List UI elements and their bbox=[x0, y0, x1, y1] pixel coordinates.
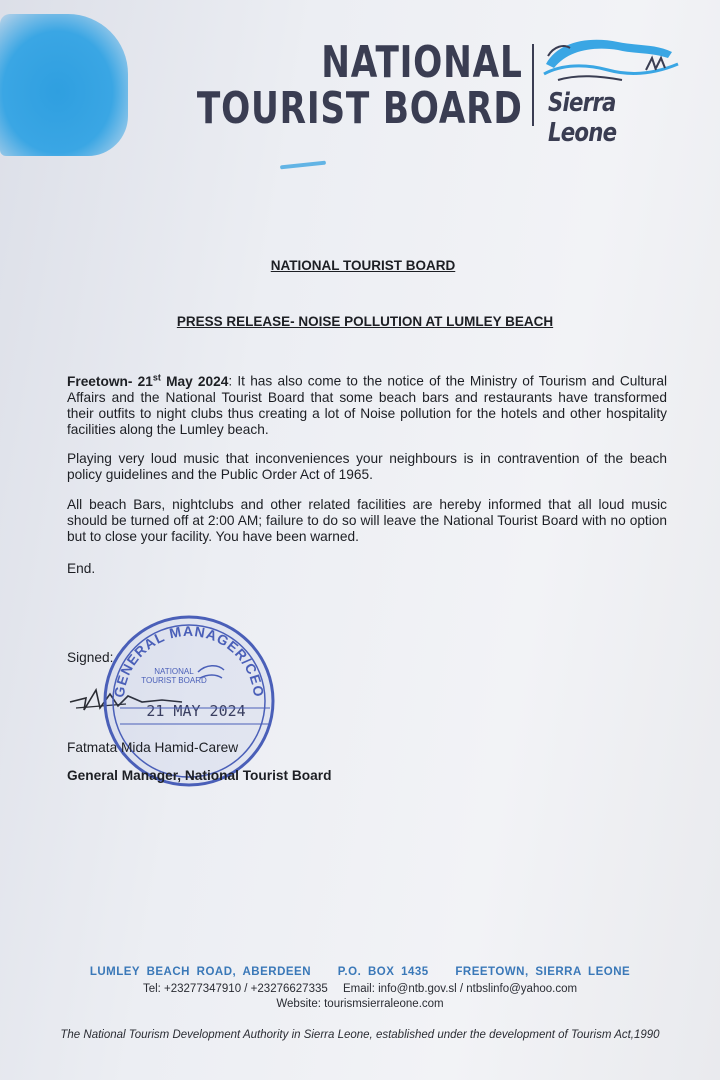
footer-legal-note: The National Tourism Development Authority in Sierra Leone, established under the development of Tourism Act,1990 bbox=[60, 1029, 660, 1041]
body-paragraph-2: Playing very loud music that inconveniences your neighbours is in contravention of the beach policy guidelines and the Public Order Act of 1965. bbox=[67, 451, 667, 483]
dateline-sup: st bbox=[152, 372, 161, 382]
wave-logo-icon bbox=[538, 34, 688, 90]
footer-pobox: P.O. BOX 1435 bbox=[337, 966, 429, 978]
paragraph-1-text: : It has also come to the notice of the Ministry of Tourism and Cultural Affairs and the National Tourist Board that some beach bars and restaurants have transformed their outfits to night clubs thus creating a lot of Noise pollution for the hotels and other hospitality facilities along the Lumley beach. bbox=[67, 373, 667, 438]
footer-city: FREETOWN, SIERRA LEONE bbox=[455, 966, 631, 978]
body-paragraph-3: All beach Bars, nightclubs and other related facilities are hereby informed that all loud music should be turned off at 2:00 AM; failure to do so will leave the National Tourist Board with no option but to close your facility. You have been warned. bbox=[67, 497, 667, 545]
body-paragraph-1 bbox=[67, 369, 667, 438]
document-title: PRESS RELEASE- NOISE POLLUTION AT LUMLEY BEACH bbox=[176, 314, 554, 329]
blue-ink-smudge bbox=[0, 14, 128, 156]
org-name-line1: NATIONAL bbox=[321, 37, 523, 88]
stamp-org-small-1: NATIONAL bbox=[154, 667, 194, 676]
signatory-name: Fatmata Mida Hamid-Carew bbox=[67, 740, 239, 755]
footer-address-line bbox=[0, 966, 720, 978]
country-logo-text: Sierra Leone bbox=[548, 88, 617, 148]
signed-label: Signed: bbox=[67, 650, 114, 665]
letterhead-org-name bbox=[197, 37, 523, 134]
stamp-date: 21 MAY 2024 bbox=[146, 702, 246, 720]
logo-divider bbox=[532, 44, 534, 126]
org-name-line2: TOURIST BOARD bbox=[197, 83, 523, 134]
footer-email: Email: info@ntb.gov.sl / ntbslinfo@yahoo.com bbox=[342, 983, 578, 995]
stamp-outer-text: GENERAL MANAGER/CEO bbox=[110, 622, 268, 699]
footer-contact-line bbox=[0, 983, 720, 995]
end-marker: End. bbox=[67, 561, 96, 576]
signatory-title: General Manager, National Tourist Board bbox=[67, 768, 332, 783]
footer-tel: Tel: +23277347910 / +23276627335 bbox=[142, 983, 328, 995]
official-stamp bbox=[100, 612, 278, 790]
footer-website: Website: tourismsierraleone.com bbox=[276, 998, 444, 1010]
blue-ink-streak bbox=[280, 161, 326, 170]
dateline bbox=[67, 374, 228, 389]
dateline-suffix: May 2024 bbox=[160, 373, 229, 389]
dateline-prefix: Freetown- 21 bbox=[67, 373, 153, 389]
stamp-org-small-2: TOURIST BOARD bbox=[141, 676, 207, 685]
footer-address: LUMLEY BEACH ROAD, ABERDEEN bbox=[89, 966, 312, 978]
document-heading: NATIONAL TOURIST BOARD bbox=[270, 258, 456, 273]
